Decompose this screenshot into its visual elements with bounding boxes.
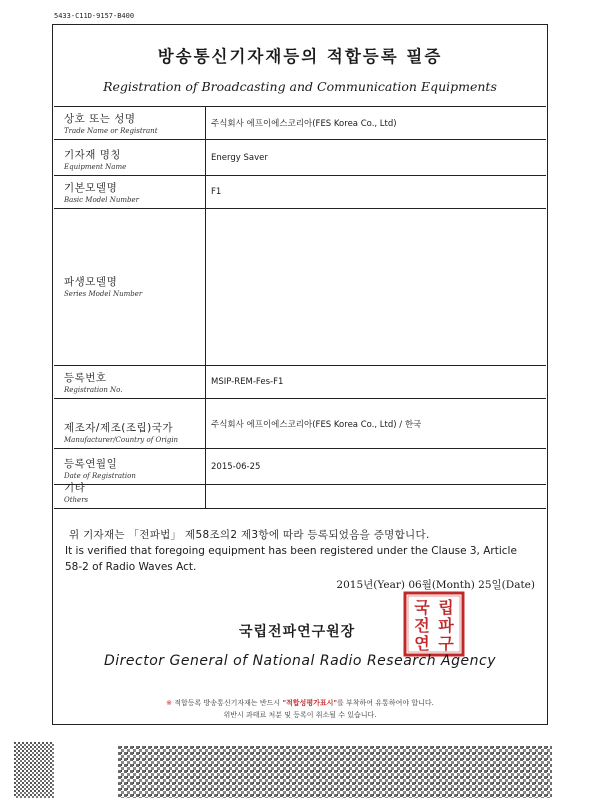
label-ko: 파생모델명	[64, 275, 118, 288]
title-korean: 방송통신기자재등의 적합등록 필증	[157, 47, 443, 66]
form-code: 5433-C11D-9157-B400	[54, 12, 135, 20]
row-series-model	[54, 209, 546, 366]
basic-model-label	[54, 176, 206, 208]
label-en: Date of Registration	[64, 472, 136, 480]
barcode-left-icon	[14, 742, 54, 798]
manufacturer-label	[54, 399, 206, 448]
seal-char: 립	[438, 598, 454, 617]
label-ko: 기본모델명	[64, 182, 118, 194]
notice-line-1	[53, 697, 547, 709]
equipment-name-value: Energy Saver	[211, 152, 268, 163]
notice-text-pre: 적합등록 방송통신기자재는 반드시	[174, 699, 281, 707]
series-model-label	[54, 209, 206, 365]
label-ko: 상호 또는 성명	[64, 113, 136, 125]
notice-line-2: 위반시 과태료 처분 및 등록이 취소될 수 있습니다.	[223, 711, 377, 719]
row-trade-name	[54, 107, 546, 140]
label-en: Equipment Name	[64, 163, 127, 171]
notice-mark: ※	[166, 699, 173, 707]
registration-no-value: MSIP-REM-Fes-F1	[211, 377, 284, 387]
agency-name-english: Director General of National Radio Research Agency	[104, 653, 496, 669]
label-en: Trade Name or Registrant	[64, 127, 158, 135]
row-others	[54, 482, 546, 509]
basic-model-value: F1	[211, 187, 222, 197]
notice-text-post: 를 부착하여 유통하여야 합니다.	[337, 699, 434, 707]
label-en: Basic Model Number	[64, 196, 140, 204]
registration-no-label	[54, 366, 206, 398]
official-seal-icon	[403, 591, 465, 657]
label-ko: 제조자/제조(조립)국가	[64, 422, 174, 434]
seal-char: 전	[414, 616, 430, 635]
barcode-strip-icon	[118, 746, 552, 798]
seal-char: 구	[438, 634, 454, 653]
others-label	[54, 482, 206, 508]
notice	[53, 697, 547, 721]
label-ko: 등록연월일	[64, 458, 118, 470]
issue-date: 2015년(Year) 06월(Month) 25일(Date)	[336, 579, 535, 591]
seal-char: 연	[414, 634, 430, 653]
label-ko: 등록번호	[64, 372, 107, 384]
trade-name-label	[54, 107, 206, 139]
row-basic-model	[54, 176, 546, 209]
manufacturer-value: 주식회사 에프이에스코리아(FES Korea Co., Ltd) / 한국	[211, 419, 422, 430]
label-ko: 기자재 명칭	[64, 149, 122, 161]
row-manufacturer	[54, 399, 546, 449]
agency-name-korean: 국립전파연구원장	[239, 624, 356, 640]
series-model-value	[206, 209, 546, 365]
seal-char: 파	[438, 616, 454, 635]
label-en: Others	[64, 496, 89, 504]
label-en: Series Model Number	[64, 289, 143, 298]
trade-name-value: 주식회사 에프이에스코리아(FES Korea Co., Ltd)	[211, 119, 397, 129]
certificate-sheet	[52, 24, 548, 725]
registration-table	[54, 106, 546, 509]
label-en: Manufacturer/Country of Origin	[64, 436, 179, 444]
registration-date-value: 2015-06-25	[211, 461, 261, 472]
registration-date-label	[54, 449, 206, 484]
others-value	[206, 485, 546, 508]
row-registration-no	[54, 366, 546, 399]
row-equipment-name	[54, 140, 546, 176]
certification-text-korean: 위 기자재는 「전파법」 제58조의2 제3항에 따라 등록되었음을 증명합니다.	[69, 529, 430, 541]
title-english: Registration of Broadcasting and Communication Equipments	[103, 79, 497, 94]
seal-char: 국	[414, 598, 430, 617]
label-en: Registration No.	[64, 386, 123, 394]
notice-quote: "적합성평가표시"	[282, 699, 338, 707]
row-registration-date	[54, 449, 546, 485]
certification-text-english: It is verified that foregoing equipment has been registered under the Clause 3, Article 58-2 of Radio Waves Act.	[65, 545, 517, 573]
equipment-name-label	[54, 140, 206, 175]
label-ko: 기타	[64, 482, 86, 494]
